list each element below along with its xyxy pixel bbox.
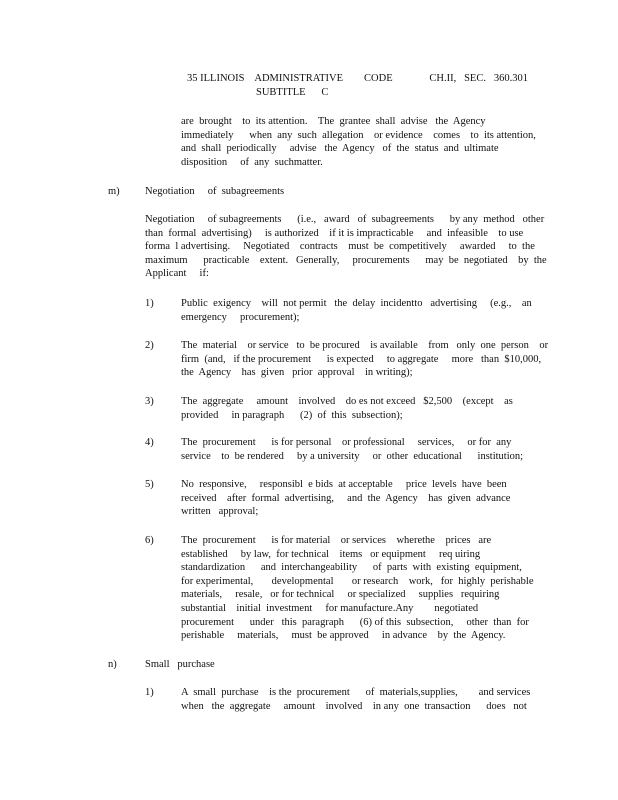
section-m-marker: m) [108,186,120,197]
item-line: Public exigency will not permit the delay incidentto advertising (e.g., an [181,298,532,309]
item-line: firm (and, if the procurement is expected to aggregate more than $10,000, [181,353,542,365]
item-line: when the aggregate amount involved in any one transaction does not [181,700,527,712]
section-m-title: Negotiation of subagreements [145,186,285,197]
item-line: The material or service to be procured is available from only one person or [181,340,549,351]
item-line: received after formal advertising, and the Agency has given advance [181,492,511,504]
item-line: provided in paragraph (2) of this subsection); [181,409,403,421]
item-line: The procurement is for personal or professional services, or for any [181,437,512,448]
item-line: standardization and interchangeability of parts with existing equipment, [181,562,522,574]
item-line: materials, resale, or for technical or specialized supplies requiring [181,589,500,601]
item-number: 4) [145,437,154,448]
intro-line: and shall periodically advise the Agency of the status and ultimate [181,143,499,155]
item-line: written approval; [181,506,259,518]
body-line: forma l advertising. Negotiated contracts must be competitively awarded to the [145,241,535,253]
section-n-marker: n) [108,659,117,670]
list-item [181,534,534,643]
item-line: the Agency has given prior approval in writing); [181,367,413,379]
list-item [181,297,532,324]
header-subtitle: SUBTITLE C [256,87,329,98]
item-line: for experimental, developmental or research work, for highly perishable [181,575,534,587]
item-line: substantial initial investment for manufacture.Any negotiated [181,602,479,614]
item-number: 2) [145,340,154,351]
body-line: maximum practicable extent. Generally, procurements may be negotiated by the [145,254,547,266]
item-line: emergency procurement); [181,311,300,323]
item-number: 3) [145,396,154,407]
list-item [181,686,530,713]
item-line: service to be rendered by a university or other educational institution; [181,450,524,462]
item-line: procurement under this paragraph (6) of this subsection, other than for [181,616,529,628]
list-item [181,395,513,422]
item-number: 5) [145,479,154,490]
list-item [181,339,548,380]
item-number: 1) [145,687,154,698]
list-item [181,478,510,519]
body-line: Negotiation of subagreements (i.e., award of subagreements by any method other [145,214,545,225]
item-number: 1) [145,298,154,309]
header-title: 35 ILLINOIS ADMINISTRATIVE CODE CH.II, SEC. 360.301 [187,73,528,84]
item-line: The procurement is for material or services wherethe prices are [181,535,492,546]
intro-line: immediately when any such allegation or evidence comes to its attention, [181,129,536,141]
body-line: Applicant if: [145,268,209,280]
list-item [181,436,523,463]
section-m-body [145,213,547,281]
item-number: 6) [145,535,154,546]
item-line: A small purchase is the procurement of materials,supplies, and services [181,687,531,698]
intro-paragraph [181,115,536,169]
item-line: The aggregate amount involved do es not exceed $2,500 (except as [181,396,513,407]
body-line: than formal advertising) is authorized if it is impracticable and infeasible to use [145,227,524,239]
section-n-title: Small purchase [145,659,215,670]
intro-line: disposition of any suchmatter. [181,156,323,168]
item-line: perishable materials, must be approved in advance by the Agency. [181,630,506,642]
item-line: established by law, for technical items or equipment req uiring [181,548,481,560]
intro-line: are brought to its attention. The grantee shall advise the Agency [181,116,486,127]
item-line: No responsive, responsibl e bids at acceptable price levels have been [181,479,507,490]
